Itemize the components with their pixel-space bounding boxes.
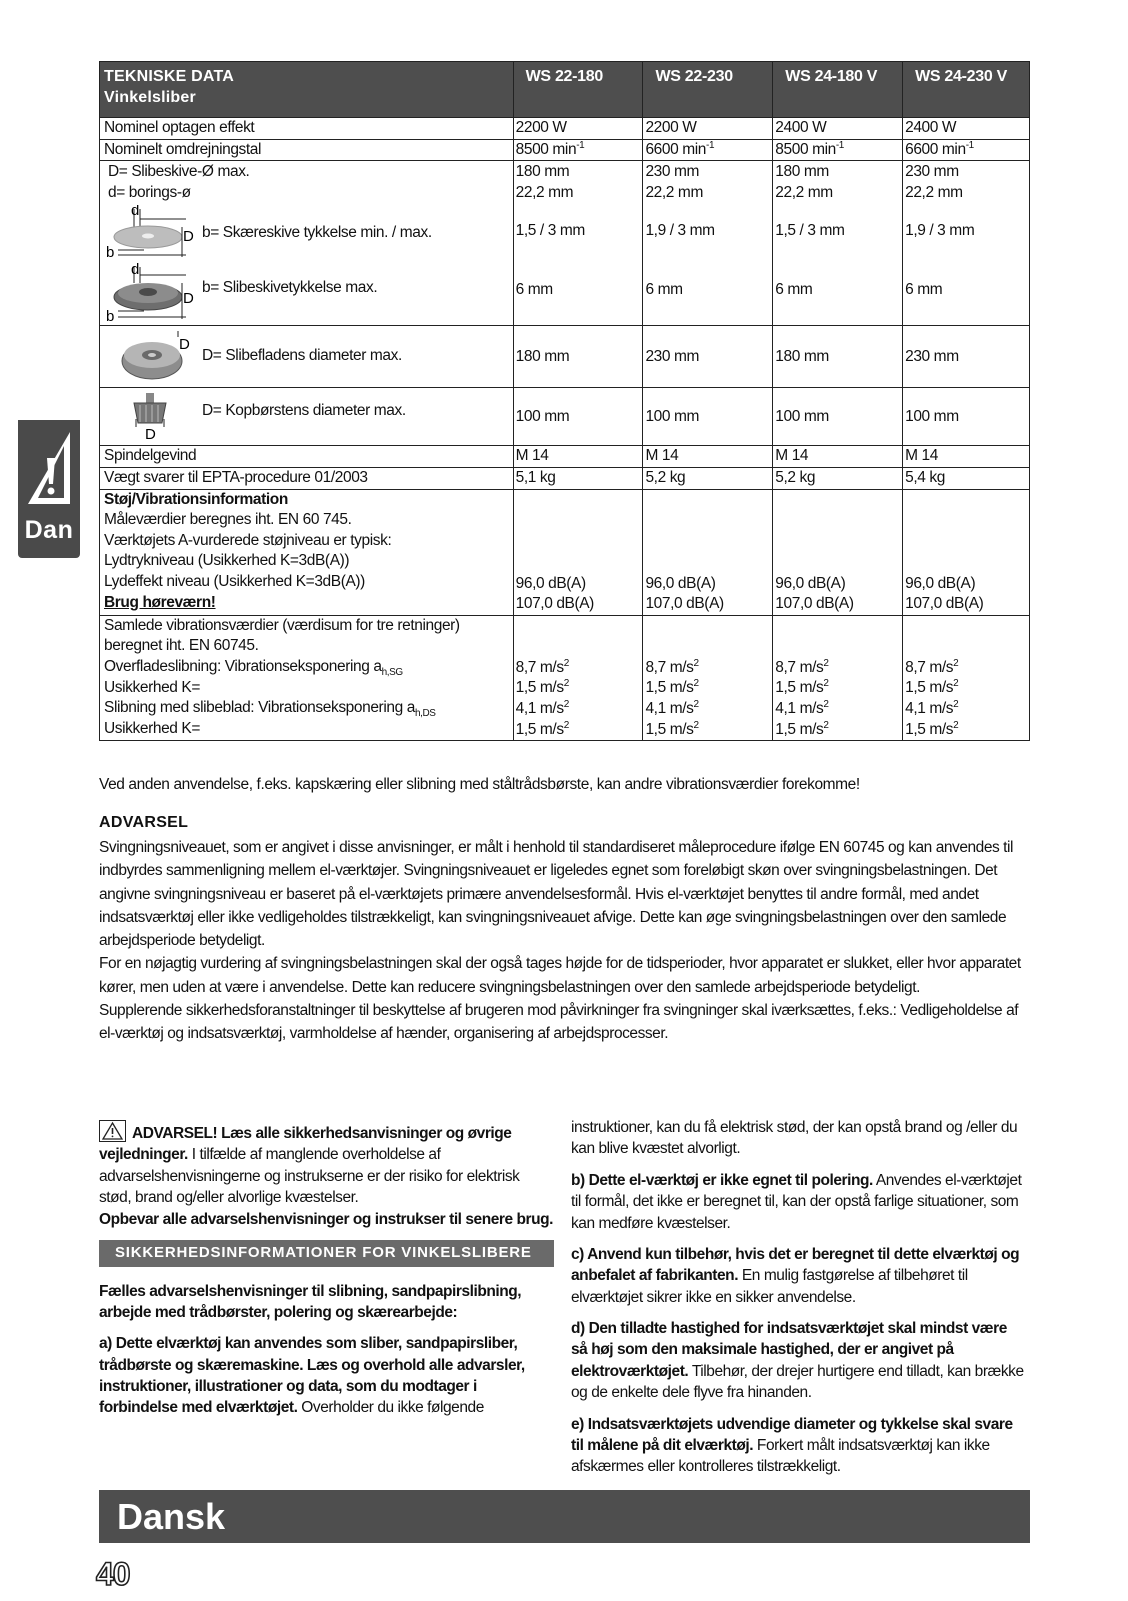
cell: 180 mm	[513, 326, 643, 388]
technical-data-table	[99, 61, 1030, 741]
cell: 8,7 $m/s^2$ 1,5 $m/s^2$ 4,1 $m/s^2$ 1,5 $m/s^2$	[773, 615, 903, 740]
cell: 180 mm 22,2 mm 1,5 / 3 mm 6 mm	[773, 161, 903, 326]
cut-thickness-label: b= Skæreskive tykkelse min. / max.	[202, 224, 432, 242]
warning-paragraph: Svingningsniveauet, som er angivet i disse anvisninger, er målt i henhold til standardiseret måleprocedure ifølge EN 60745 og kan anvendes til indbyrdes sammenligning mellem el-værktøjer. Svingningsniveauet er ligeledes egnet som foreløbigt skøn over svingningsbelastningen. Det angivne svingningsniveau er baseret på el-værktøjets primære anvendelsesformål. Hvis el-værktøjet benyttes til andre formål, med andet indsatsværktøj eller ikke vedligeholdes tilstrækkeligt, kan svingningsniveauet afvige. Dette kan øge svingningsbelastningen over den samlede arbejdsperiode betydeligt.	[99, 839, 1014, 949]
cell: 96,0 dB(A) 107,0 dB(A)	[513, 489, 643, 615]
fig-b-label: b	[106, 244, 114, 262]
side-tab-label: Dan	[24, 516, 74, 544]
cup-brush-cell	[100, 388, 514, 446]
cell: 100 mm	[903, 388, 1030, 446]
item-e-text: Forkert målt indsatsværktøj kan ikke afskærmes eller kontrolleres tilstrækkeligt.	[571, 1436, 990, 1476]
fig-d-label: d	[131, 205, 139, 220]
table-row	[100, 468, 1030, 490]
item-c-bold: c) Anvend kun tilbehør, hvis det er beregnet til dette elværktøj og anbefalet af fabrikanten.	[571, 1245, 1020, 1285]
warning-body	[99, 836, 1034, 1045]
table-header-row	[100, 62, 1030, 118]
fig-D-label: D	[145, 426, 156, 442]
cell: 180 mm	[773, 326, 903, 388]
cell: 2200 W	[513, 118, 643, 140]
cell: 100 mm	[643, 388, 773, 446]
cell: M 14	[903, 446, 1030, 468]
warning-heading: ADVARSEL	[99, 814, 189, 831]
grinding-disc-figure-row	[104, 263, 509, 323]
cell: 2400 W	[773, 118, 903, 140]
disc-dimensions-cell	[100, 161, 514, 326]
cell: 2400 W	[903, 118, 1030, 140]
keep-instructions: Opbevar alle advarselshenvisninger og instrukser til senere brug.	[99, 1210, 554, 1228]
flap-disc-icon	[104, 327, 194, 385]
bore-diam-label: d= borings-ø	[108, 183, 191, 201]
table-row	[100, 489, 1030, 615]
cell: 230 mm 22,2 mm 1,9 / 3 mm 6 mm	[903, 161, 1030, 326]
item-b-bold: b) Dette el-værktøj er ikke egnet til polering.	[571, 1171, 873, 1189]
title-line-2: Vinkelsliber	[104, 89, 196, 107]
item-b-text: Anvendes el-værktøjet til formål, det ikke er beregnet til, kan der opstå farlige situationer, som kan medføre kvæstelser.	[571, 1171, 1022, 1232]
language-side-tab	[18, 420, 80, 558]
cell: 100 mm	[513, 388, 643, 446]
language-footer-bar	[99, 1490, 1030, 1543]
vibration-info-cell: Samlede vibrationsværdier (værdisum for tre retninger) beregnet iht. EN 60745. Overfladeslibning: Vibrationseksponering $a_{h,SG}$ Usikkerhed K= Slibning med slibeblad: Vibrationseksponering $a_{h,DS}$ Usikkerhed K=	[100, 615, 514, 740]
cell: 230 mm	[903, 326, 1030, 388]
warning-icon	[99, 1120, 126, 1142]
fig-D-label: D	[183, 228, 194, 246]
warning-triangle-icon	[22, 428, 76, 508]
model-header: WS 22-230	[643, 62, 773, 118]
item-a-text: Overholder du ikke følgende	[297, 1399, 484, 1417]
noise-info-cell: Støj/Vibrationsinformation Måleværdier beregnes iht. EN 60 745. Værktøjets A-vurderede støjniveau er typisk: Lydtrykniveau (Usikkerhed K=3dB(A)) Lydeffekt niveau (Usikkerhed K=3dB(A)) Brug høreværn!	[100, 489, 514, 615]
page-number: 40	[96, 1556, 130, 1592]
table-row	[100, 446, 1030, 468]
cell: M 14	[773, 446, 903, 468]
item-a-continued: instruktioner, kan du få elektrisk stød, der kan opstå brand og /eller du kan blive kvæstet alvorligt.	[571, 1119, 1018, 1158]
language-label: Dansk	[117, 1496, 226, 1537]
fig-b-label: b	[106, 308, 114, 324]
table-row	[100, 388, 1030, 446]
cell: M 14	[643, 446, 773, 468]
cell: 8,7 $m/s^2$ 1,5 $m/s^2$ 4,1 $m/s^2$ 1,5 $m/s^2$	[643, 615, 773, 740]
table-row	[100, 161, 1030, 326]
warning-paragraph: Supplerende sikkerhedsforanstaltninger til beskyttelse af brugeren mod påvirkninger fra svingninger skal iværksættes, f.eks.: Vedligeholdelse af el-værktøj og indsatsværktøj, varmholdelse af hænder, organisering af arbejdsprocesser.	[99, 1001, 1019, 1042]
grind-thickness-label: b= Slibeskivetykkelse max.	[202, 279, 378, 297]
cell: 96,0 dB(A) 107,0 dB(A)	[643, 489, 773, 615]
cell: 230 mm	[643, 326, 773, 388]
cell: 96,0 dB(A) 107,0 dB(A)	[773, 489, 903, 615]
flap-disc-cell	[100, 326, 514, 388]
disc-diam-label: D= Slibeskive-Ø max.	[108, 163, 250, 181]
cell: 2200 W	[643, 118, 773, 140]
common-warnings-heading: Fælles advarselshenvisninger til slibning, sandpapirslibning, arbejde med trådbørster, polering og skærearbejde:	[99, 1282, 522, 1321]
cell: 180 mm 22,2 mm 1,5 / 3 mm 6 mm	[513, 161, 643, 326]
cell: 96,0 dB(A) 107,0 dB(A)	[903, 489, 1030, 615]
section-bar: SIKKERHEDSINFORMATIONER FOR VINKELSLIBERE	[99, 1240, 554, 1267]
row-label: Spindelgevind	[100, 446, 514, 468]
cup-brush-icon	[104, 389, 194, 441]
warning-read-bold: ADVARSEL! Læs alle sikkerhedsanvisninger og øvrige vejledninger.	[99, 1125, 512, 1164]
safety-left-column	[99, 1120, 554, 1429]
table-row	[100, 118, 1030, 140]
brush-diam-label: D= Kopbørstens diameter max.	[202, 402, 406, 420]
cell: M 14	[513, 446, 643, 468]
item-a-bold: a) Dette elværktøj kan anvendes som sliber, sandpapirsliber, trådbørste og skæremaskine. Læs og overhold alle advarsler, instruktioner, illustrationer og data, som du modtager i forbindelse med elværktøjet.	[99, 1335, 525, 1417]
cell: 8500 $\min^{-1}$	[513, 139, 643, 161]
cell: 100 mm	[773, 388, 903, 446]
vibration-note: Ved anden anvendelse, f.eks. kapskæring eller slibning med ståltrådsbørste, kan andre vibrationsværdier forekomme!	[99, 776, 860, 793]
table-title	[100, 62, 514, 118]
model-header: WS 24-180 V	[773, 62, 903, 118]
table-row	[100, 326, 1030, 388]
item-e-bold: e) Indsatsværktøjets udvendige diameter og tykkelse skal svare til målene på dit elværktøj.	[571, 1415, 1013, 1454]
warning-paragraph: For en nøjagtig vurdering af svingningsbelastningen skal der også tages højde for de tidsperioder, hvor apparatet er slukket, eller hvor apparatet kører, men uden at være i anvendelse. Dette kan reducere svingningsbelastningen over den samlede arbejdsperiode betydeligt.	[99, 955, 1021, 996]
fig-D-label: D	[179, 336, 190, 354]
cell: 5,2 kg	[643, 468, 773, 490]
cell: 5,2 kg	[773, 468, 903, 490]
fig-D-label: D	[183, 290, 194, 308]
item-d-text: Tilbehør, der drejer hurtigere end tilladt, kan brække og de enkelte dele flyve fra hinanden.	[571, 1362, 1024, 1402]
cell: 8,7 $m/s^2$ 1,5 $m/s^2$ 4,1 $m/s^2$ 1,5 $m/s^2$	[513, 615, 643, 740]
model-header: WS 22-180	[513, 62, 643, 118]
cell: 6600 $\min^{-1}$	[903, 139, 1030, 161]
row-label: Vægt svarer til EPTA-procedure 01/2003	[100, 468, 514, 490]
warning-read-text: I tilfælde af manglende overholdelse af advarselshenvisningerne og instrukserne er der risiko for elektrisk stød, brand og/eller alvorlige kvæstelser.	[99, 1146, 520, 1207]
cell: 8500 $\min^{-1}$	[773, 139, 903, 161]
table-row	[100, 139, 1030, 161]
model-header: WS 24-230 V	[903, 62, 1030, 118]
cell: 5,1 kg	[513, 468, 643, 490]
cell: 5,4 kg	[903, 468, 1030, 490]
item-d-bold: d) Den tilladte hastighed for indsatsværktøjet skal mindst være så høj som den maksimale hastighed, der er angivet på elektroværktøjet.	[571, 1320, 1007, 1380]
item-c-text: En mulig fastgørelse af tilbehøret til elværktøjet sikrer ikke en sikker anvendelse.	[571, 1267, 968, 1306]
row-label: Nominelt omdrejningstal	[100, 139, 514, 161]
fig-d-label: d	[131, 263, 139, 279]
flap-diam-label: D= Slibefladens diameter max.	[202, 347, 402, 365]
grinding-disc-icon	[104, 263, 194, 323]
cell: 6600 $\min^{-1}$	[643, 139, 773, 161]
row-label: Nominel optagen effekt	[100, 118, 514, 140]
cutting-disc-figure-row	[104, 205, 509, 263]
cutting-disc-icon	[104, 205, 194, 263]
safety-right-column	[571, 1117, 1026, 1488]
title-line-1: TEKNISKE DATA	[104, 68, 235, 85]
cell: 8,7 $m/s^2$ 1,5 $m/s^2$ 4,1 $m/s^2$ 1,5 $m/s^2$	[903, 615, 1030, 740]
cell: 230 mm 22,2 mm 1,9 / 3 mm 6 mm	[643, 161, 773, 326]
table-row	[100, 615, 1030, 740]
